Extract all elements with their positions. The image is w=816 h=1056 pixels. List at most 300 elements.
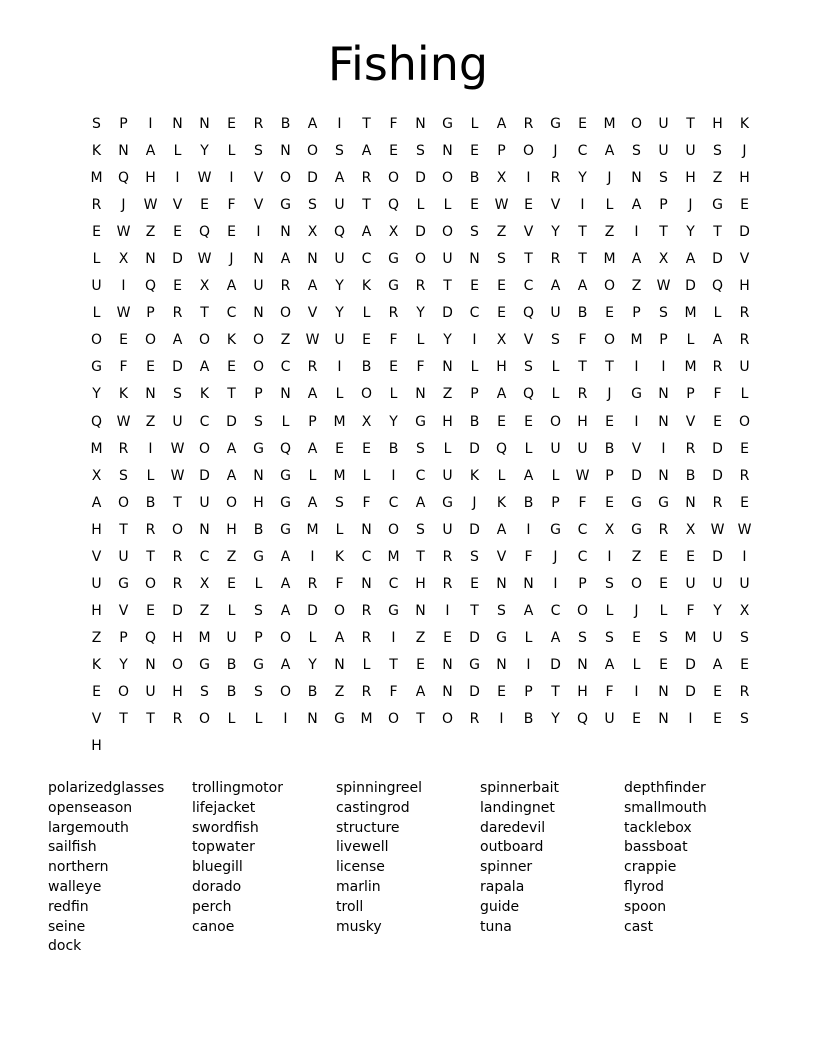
grid-letter: V	[523, 224, 534, 241]
grid-letter: P	[551, 494, 560, 511]
grid-letter: A	[712, 332, 723, 349]
grid-letter: N	[199, 116, 210, 132]
grid-letter: G	[280, 521, 291, 538]
word-list-item: spoon	[624, 898, 667, 915]
grid-letter: G	[388, 251, 399, 268]
grid-letter: D	[712, 251, 723, 268]
grid-letter: E	[227, 116, 236, 132]
grid-letter: Y	[551, 224, 560, 241]
grid-letter: R	[253, 116, 264, 132]
grid-letter: R	[388, 305, 399, 322]
grid-letter: T	[470, 602, 479, 619]
grid-letter: Q	[576, 711, 589, 728]
grid-letter: A	[280, 251, 291, 268]
grid-letter: C	[361, 251, 372, 268]
grid-letter: I	[580, 197, 585, 214]
grid-letter: J	[688, 197, 693, 214]
grid-letter: B	[280, 116, 291, 132]
grid-letter: O	[387, 170, 400, 187]
grid-letter: R	[469, 711, 480, 728]
grid-letter: Q	[198, 224, 211, 241]
word-list-item: swordfish	[192, 819, 259, 836]
grid-letter: G	[280, 467, 291, 484]
grid-letter: D	[199, 467, 210, 484]
grid-letter: O	[171, 521, 184, 538]
grid-letter: L	[524, 440, 533, 457]
grid-letter: W	[170, 440, 185, 457]
grid-letter: S	[713, 143, 722, 160]
grid-letter: B	[361, 359, 372, 376]
grid-letter: A	[226, 467, 237, 484]
word-list-item: sailfish	[48, 839, 97, 856]
grid-letter: N	[496, 575, 507, 592]
grid-letter: P	[605, 467, 614, 484]
grid-letter: Z	[712, 170, 723, 187]
grid-letter: D	[172, 602, 183, 619]
grid-letter: U	[226, 629, 237, 646]
grid-letter: O	[630, 116, 643, 132]
grid-letter: L	[173, 143, 182, 160]
grid-letter: K	[91, 656, 102, 673]
grid-letter: V	[118, 602, 129, 619]
grid-letter: N	[334, 656, 345, 673]
grid-letter: A	[145, 143, 156, 160]
grid-letter: Q	[711, 278, 724, 295]
grid-letter: G	[550, 116, 561, 132]
grid-letter: O	[117, 494, 130, 511]
grid-letter: J	[607, 170, 612, 187]
grid-letter: B	[577, 305, 588, 322]
word-list-item: spinner	[480, 859, 533, 876]
grid-letter: L	[389, 386, 398, 403]
grid-letter: H	[712, 116, 723, 132]
grid-letter: N	[631, 170, 642, 187]
grid-letter: L	[551, 467, 560, 484]
grid-letter: Q	[387, 197, 400, 214]
grid-letter: E	[200, 197, 209, 214]
grid-letter: Z	[631, 278, 642, 295]
grid-letter: E	[470, 575, 479, 592]
grid-letter: R	[739, 467, 750, 484]
grid-letter: P	[659, 332, 668, 349]
grid-letter: L	[713, 305, 722, 322]
grid-letter: N	[361, 575, 372, 592]
grid-letter: X	[388, 224, 399, 241]
grid-letter: E	[146, 602, 155, 619]
grid-letter: B	[523, 711, 534, 728]
grid-letter: C	[280, 359, 291, 376]
grid-letter: T	[200, 305, 209, 322]
grid-letter: E	[470, 197, 479, 214]
grid-letter: J	[607, 386, 612, 403]
grid-letter: E	[227, 224, 236, 241]
grid-letter: H	[442, 413, 453, 430]
grid-letter: F	[389, 116, 398, 132]
grid-letter: O	[333, 602, 346, 619]
grid-letter: L	[443, 197, 452, 214]
grid-letter: I	[634, 359, 639, 376]
grid-letter: U	[685, 143, 696, 160]
grid-letter: S	[254, 602, 263, 619]
word-list-item: openseason	[48, 799, 133, 816]
grid-letter: V	[307, 305, 318, 322]
grid-letter: Y	[119, 656, 128, 673]
grid-letter: O	[522, 143, 535, 160]
grid-letter: O	[279, 683, 292, 700]
grid-letter: G	[334, 711, 345, 728]
grid-letter: D	[307, 602, 318, 619]
grid-letter: E	[92, 683, 101, 700]
grid-letter: N	[145, 386, 156, 403]
grid-letter: Y	[551, 711, 560, 728]
grid-letter: E	[470, 278, 479, 295]
grid-letter: A	[307, 494, 318, 511]
grid-letter: N	[280, 386, 291, 403]
grid-letter: A	[523, 602, 534, 619]
grid-letter: G	[469, 656, 480, 673]
grid-letter: A	[334, 170, 345, 187]
grid-letter: L	[308, 629, 317, 646]
grid-letter: F	[119, 359, 128, 376]
grid-letter: X	[739, 602, 750, 619]
grid-letter: I	[229, 170, 234, 187]
grid-letter: F	[578, 494, 587, 511]
grid-letter: Y	[335, 305, 344, 322]
grid-letter: U	[145, 683, 156, 700]
grid-letter: E	[524, 413, 533, 430]
grid-letter: E	[605, 305, 614, 322]
grid-letter: Q	[117, 170, 130, 187]
word-list-item: largemouth	[48, 819, 129, 836]
grid-letter: G	[631, 494, 642, 511]
grid-letter: G	[253, 548, 264, 565]
grid-letter: N	[658, 413, 669, 430]
word-list-item: trollingmotor	[192, 780, 283, 796]
grid-letter: A	[631, 251, 642, 268]
grid-letter: W	[737, 521, 752, 538]
grid-letter: L	[362, 305, 371, 322]
grid-letter: W	[143, 197, 158, 214]
grid-letter: L	[497, 467, 506, 484]
grid-letter: S	[416, 440, 425, 457]
word-list-item: bluegill	[192, 859, 243, 876]
grid-letter: N	[145, 656, 156, 673]
grid-letter: C	[226, 305, 237, 322]
grid-letter: V	[91, 548, 102, 565]
grid-letter: H	[253, 494, 264, 511]
grid-letter: J	[553, 143, 558, 160]
grid-letter: A	[496, 116, 507, 132]
grid-letter: C	[550, 602, 561, 619]
grid-letter: U	[685, 575, 696, 592]
grid-letter: D	[442, 305, 453, 322]
grid-letter: A	[307, 386, 318, 403]
grid-letter: E	[740, 494, 749, 511]
grid-letter: E	[659, 575, 668, 592]
grid-letter: A	[712, 656, 723, 673]
grid-letter: M	[387, 548, 400, 565]
grid-letter: O	[360, 386, 373, 403]
grid-letter: Y	[416, 305, 425, 322]
grid-letter: U	[253, 278, 264, 295]
grid-letter: R	[280, 278, 291, 295]
grid-letter: H	[91, 521, 102, 538]
grid-letter: O	[90, 332, 103, 349]
word-list-item: castingrod	[336, 799, 410, 816]
grid-letter: S	[173, 386, 182, 403]
grid-letter: G	[442, 116, 453, 132]
grid-letter: E	[713, 683, 722, 700]
grid-letter: N	[307, 711, 318, 728]
grid-letter: S	[659, 170, 668, 187]
grid-letter: I	[391, 467, 396, 484]
grid-letter: A	[496, 386, 507, 403]
grid-letter: S	[578, 629, 587, 646]
grid-letter: A	[361, 224, 372, 241]
grid-letter: O	[279, 170, 292, 187]
grid-letter: U	[91, 278, 102, 295]
word-list-item: tacklebox	[624, 819, 692, 836]
grid-letter: R	[712, 359, 723, 376]
grid-letter: G	[388, 602, 399, 619]
grid-letter: K	[334, 548, 345, 565]
grid-letter: O	[198, 711, 211, 728]
grid-letter: Z	[442, 386, 453, 403]
grid-letter: S	[416, 521, 425, 538]
grid-letter: E	[686, 548, 695, 565]
grid-letter: M	[630, 332, 643, 349]
grid-letter: O	[630, 575, 643, 592]
grid-letter: N	[307, 251, 318, 268]
grid-letter: T	[659, 224, 668, 241]
grid-letter: O	[279, 305, 292, 322]
grid-letter: V	[523, 332, 534, 349]
grid-letter: H	[226, 521, 237, 538]
grid-letter: A	[280, 602, 291, 619]
puzzle-title: Fishing	[327, 37, 489, 91]
grid-letter: U	[334, 332, 345, 349]
grid-letter: U	[604, 711, 615, 728]
grid-letter: O	[198, 440, 211, 457]
grid-letter: M	[360, 711, 373, 728]
word-list-item: troll	[336, 898, 364, 915]
grid-letter: Z	[415, 629, 426, 646]
grid-letter: D	[712, 467, 723, 484]
grid-letter: Y	[443, 332, 452, 349]
grid-letter: V	[253, 197, 264, 214]
word-list-item: outboard	[480, 839, 544, 856]
grid-letter: E	[173, 278, 182, 295]
grid-letter: L	[551, 359, 560, 376]
grid-letter: G	[496, 629, 507, 646]
word-list-item: seine	[48, 918, 86, 935]
grid-letter: U	[739, 359, 750, 376]
grid-letter: I	[634, 224, 639, 241]
grid-letter: T	[713, 224, 722, 241]
grid-letter: A	[226, 278, 237, 295]
grid-letter: I	[526, 170, 531, 187]
grid-letter: E	[497, 683, 506, 700]
grid-letter: Z	[199, 602, 210, 619]
grid-letter: R	[172, 548, 183, 565]
grid-letter: O	[387, 711, 400, 728]
grid-letter: Y	[686, 224, 695, 241]
grid-letter: K	[118, 386, 129, 403]
grid-letter: H	[685, 170, 696, 187]
grid-letter: R	[739, 305, 750, 322]
grid-letter: T	[578, 224, 587, 241]
grid-letter: S	[200, 683, 209, 700]
grid-letter: F	[686, 602, 695, 619]
grid-letter: E	[146, 359, 155, 376]
grid-letter: T	[443, 278, 452, 295]
grid-letter: I	[553, 575, 558, 592]
grid-letter: W	[197, 170, 212, 187]
word-list-item: bassboat	[624, 839, 688, 856]
grid-letter: P	[686, 386, 695, 403]
grid-letter: I	[337, 116, 342, 132]
grid-letter: Y	[308, 656, 317, 673]
grid-letter: T	[362, 197, 371, 214]
grid-letter: R	[442, 575, 453, 592]
grid-letter: U	[658, 116, 669, 132]
grid-letter: L	[146, 467, 155, 484]
word-list-item: polarizedglasses	[48, 780, 165, 796]
grid-letter: L	[254, 711, 263, 728]
grid-letter: O	[603, 278, 616, 295]
grid-letter: S	[119, 467, 128, 484]
grid-letter: N	[118, 143, 129, 160]
grid-letter: H	[91, 602, 102, 619]
grid-letter: M	[684, 359, 697, 376]
grid-letter: T	[362, 116, 371, 132]
grid-letter: M	[90, 440, 103, 457]
grid-letter: Q	[144, 629, 157, 646]
grid-letter: R	[712, 494, 723, 511]
grid-letter: K	[226, 332, 237, 349]
letter-grid	[83, 111, 758, 760]
word-list-item: musky	[336, 918, 382, 935]
grid-letter: O	[603, 332, 616, 349]
grid-letter: O	[441, 224, 454, 241]
grid-letter: Q	[90, 413, 103, 430]
grid-letter: B	[307, 683, 318, 700]
grid-letter: K	[469, 467, 480, 484]
grid-letter: Y	[92, 386, 101, 403]
grid-letter: Z	[334, 683, 345, 700]
grid-letter: Y	[335, 278, 344, 295]
grid-letter: L	[632, 656, 641, 673]
word-list-item: license	[336, 859, 385, 876]
grid-letter: T	[119, 711, 128, 728]
grid-letter: F	[389, 683, 398, 700]
grid-letter: M	[90, 170, 103, 187]
grid-letter: E	[416, 656, 425, 673]
grid-letter: N	[658, 683, 669, 700]
grid-letter: U	[550, 440, 561, 457]
word-list-item: dock	[48, 938, 82, 955]
grid-letter: Z	[226, 548, 237, 565]
grid-letter: U	[199, 494, 210, 511]
word-list-item: rapala	[480, 878, 525, 895]
grid-letter: R	[361, 602, 372, 619]
grid-letter: W	[116, 224, 131, 241]
grid-letter: J	[229, 251, 234, 268]
grid-letter: G	[91, 359, 102, 376]
grid-letter: I	[661, 359, 666, 376]
word-list-item: landingnet	[480, 799, 555, 816]
grid-letter: O	[441, 170, 454, 187]
grid-letter: A	[334, 629, 345, 646]
grid-letter: N	[145, 251, 156, 268]
grid-letter: T	[416, 711, 425, 728]
grid-letter: L	[524, 629, 533, 646]
grid-letter: G	[253, 656, 264, 673]
grid-letter: L	[605, 602, 614, 619]
grid-letter: P	[119, 116, 128, 132]
grid-letter: V	[550, 197, 561, 214]
grid-letter: W	[494, 197, 509, 214]
grid-letter: T	[686, 116, 695, 132]
grid-letter: R	[415, 278, 426, 295]
grid-letter: G	[118, 575, 129, 592]
grid-letter: E	[632, 711, 641, 728]
grid-letter: D	[307, 170, 318, 187]
grid-letter: R	[658, 521, 669, 538]
grid-letter: N	[469, 251, 480, 268]
grid-letter: E	[227, 575, 236, 592]
grid-letter: C	[199, 548, 210, 565]
grid-letter: T	[551, 683, 560, 700]
grid-letter: A	[91, 494, 102, 511]
grid-letter: O	[144, 575, 157, 592]
grid-letter: Y	[713, 602, 722, 619]
grid-letter: E	[605, 413, 614, 430]
grid-letter: J	[634, 602, 639, 619]
grid-letter: R	[361, 683, 372, 700]
grid-letter: X	[496, 170, 507, 187]
grid-letter: Y	[578, 170, 587, 187]
grid-letter: L	[686, 332, 695, 349]
grid-letter: H	[172, 683, 183, 700]
grid-letter: D	[226, 413, 237, 430]
grid-letter: V	[739, 251, 750, 268]
grid-letter: W	[656, 278, 671, 295]
grid-letter: A	[280, 656, 291, 673]
grid-letter: F	[389, 332, 398, 349]
grid-letter: G	[253, 440, 264, 457]
grid-letter: E	[362, 440, 371, 457]
grid-letter: C	[577, 143, 588, 160]
grid-letter: C	[577, 521, 588, 538]
grid-letter: L	[254, 575, 263, 592]
grid-letter: Y	[389, 413, 398, 430]
grid-letter: A	[496, 521, 507, 538]
grid-letter: I	[499, 711, 504, 728]
grid-letter: D	[415, 224, 426, 241]
grid-letter: I	[688, 711, 693, 728]
grid-letter: R	[172, 575, 183, 592]
grid-letter: A	[172, 332, 183, 349]
grid-letter: E	[92, 224, 101, 241]
grid-letter: A	[604, 143, 615, 160]
grid-letter: Q	[495, 440, 508, 457]
grid-letter: T	[389, 656, 398, 673]
word-list-item: northern	[48, 859, 109, 876]
grid-letter: F	[713, 386, 722, 403]
word-list-item: smallmouth	[624, 799, 707, 816]
grid-letter: K	[361, 278, 372, 295]
